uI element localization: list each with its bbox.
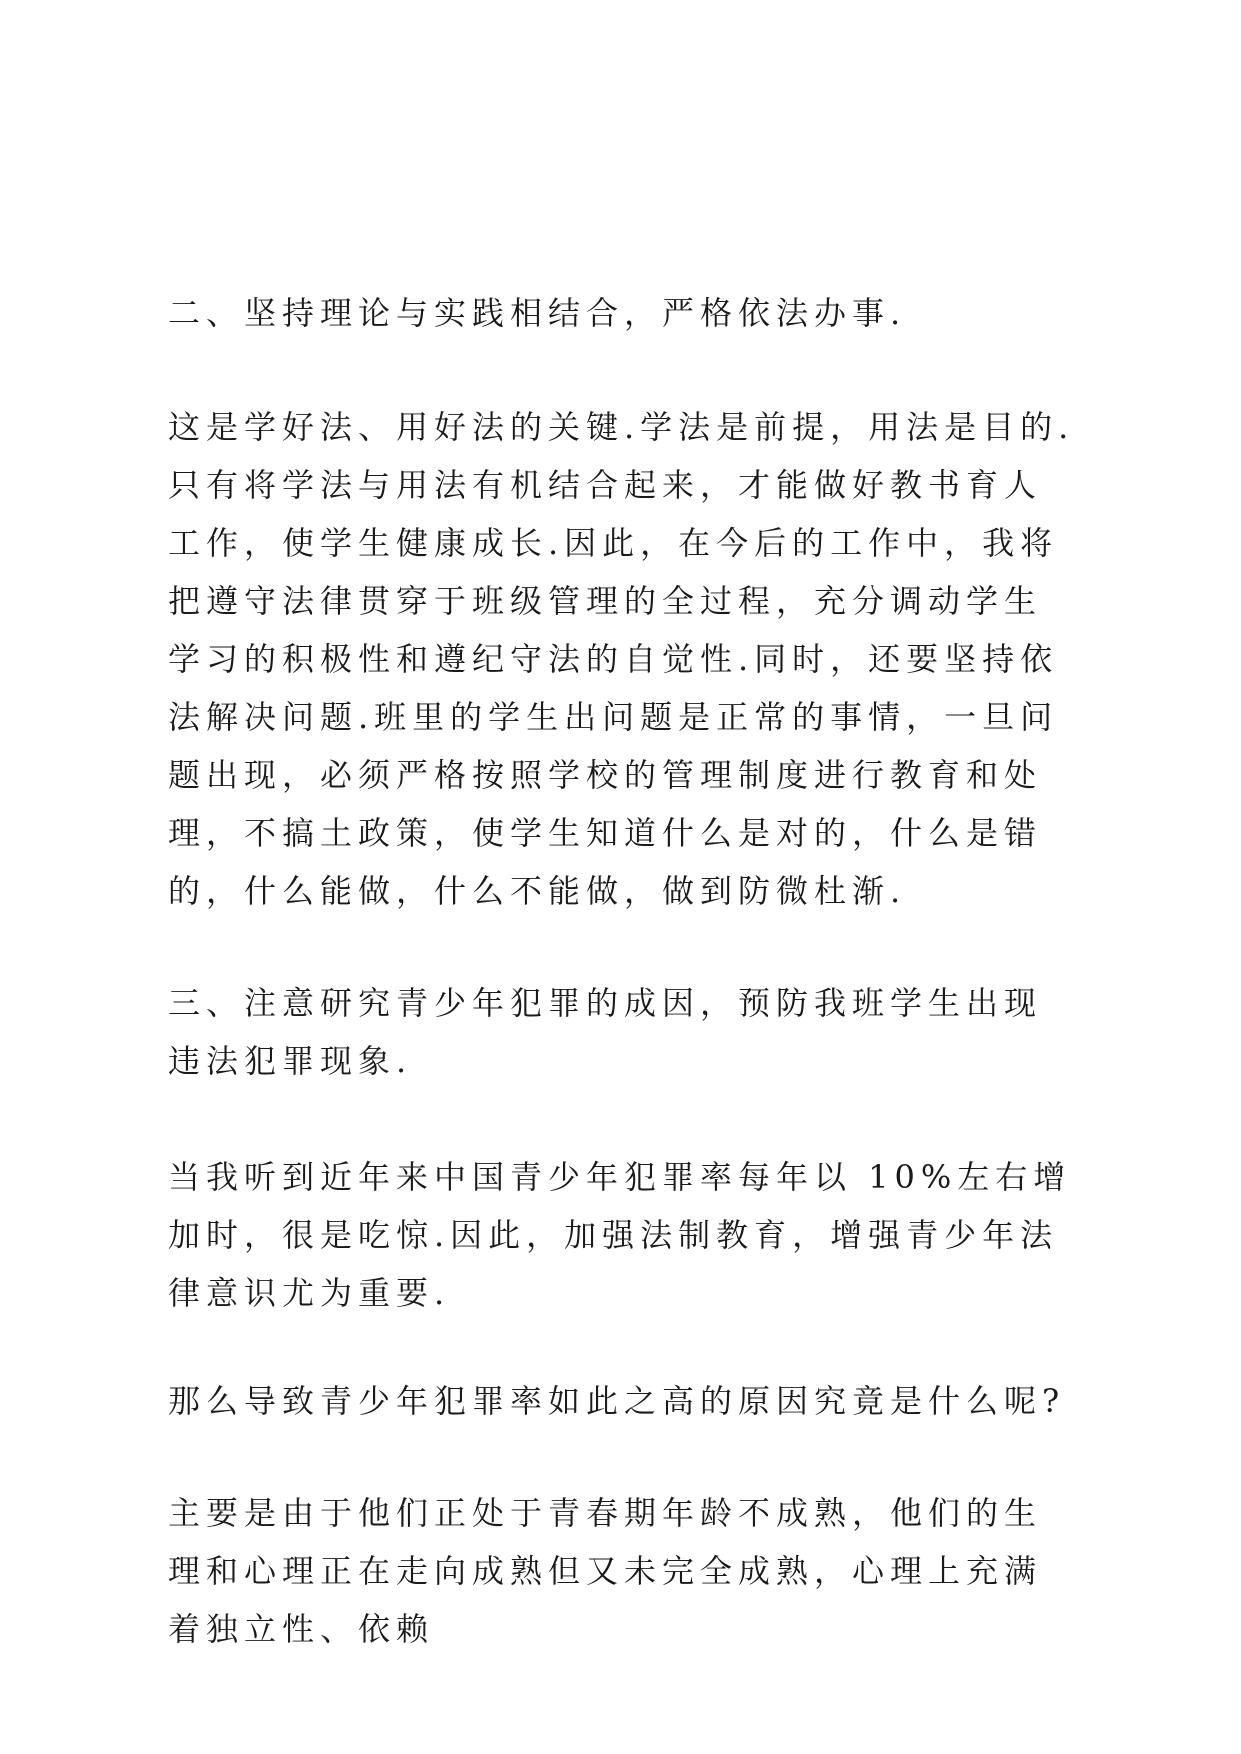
body-paragraph: 当我听到近年来中国青少年犯罪率每年以 10%左右增加时，很是吃惊.因此，加强法制教育，增强青少年法律意识尤为重要. (168, 1158, 1072, 1312)
section-heading-three: 三、注意研究青少年犯罪的成因，预防我班学生出现违法犯罪现象. (168, 984, 1043, 1080)
section-heading-two: 二、坚持理论与实践相结合，严格依法办事. (168, 294, 907, 332)
body-paragraph: 这是学好法、用好法的关键.学法是前提，用法是目的.只有将学法与用法有机结合起来，才能做好教书育人工作，使学生健康成长.因此，在今后的工作中，我将把遵守法律贯穿于班级管理的全过程，充分调动学生学习的积极性和遵纪守法的自觉性.同时，还要坚持依法解决问题.班里的学生出问题是正常的事情，一旦问题出现，必须严格按照学校的管理制度进行教育和处理，不搞土政策，使学生知道什么是对的，什么是错的，什么能做，什么不能做，做到防微杜渐. (168, 408, 1075, 910)
body-paragraph: 那么导致青少年犯罪率如此之高的原因究竟是什么呢? (168, 1382, 1066, 1420)
document-body (168, 284, 1078, 1658)
body-paragraph: 主要是由于他们正处于青春期年龄不成熟，他们的生理和心理正在走向成熟但又未完全成熟，心理上充满着独立性、依赖 (168, 1494, 1043, 1648)
